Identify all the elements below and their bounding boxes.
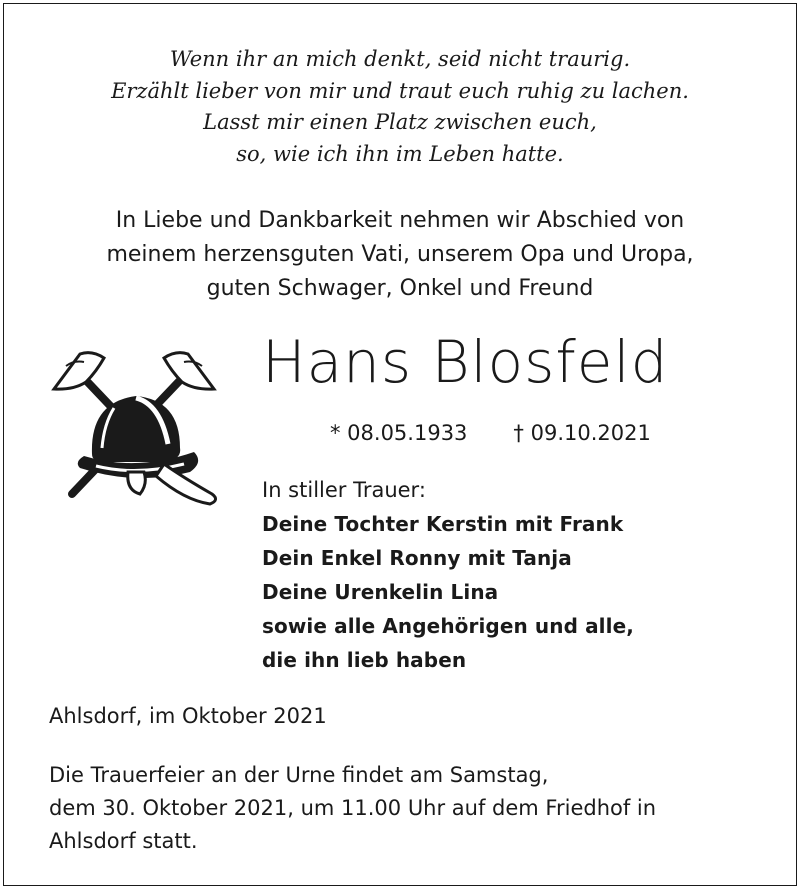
intro-line: In Liebe und Dankbarkeit nehmen wir Abschied von [115, 208, 685, 233]
birth-date: * 08.05.1933 [330, 421, 468, 445]
mourner-line: Deine Tochter Kerstin mit Frank [262, 512, 624, 536]
death-date: † 09.10.2021 [513, 421, 651, 445]
deceased-name: Hans Blosfeld [262, 328, 669, 396]
mourners-block [262, 474, 634, 677]
mourner-line: Deine Urenkelin Lina [262, 580, 499, 604]
obituary-notice [3, 3, 797, 886]
verse-line: so, wie ich ihn im Leben hatte. [236, 141, 564, 166]
service-line: dem 30. Oktober 2021, um 11.00 Uhr auf dem Friedhof in [49, 796, 657, 820]
service-line: Ahlsdorf statt. [49, 829, 198, 853]
mourner-line: Dein Enkel Ronny mit Tanja [262, 546, 572, 570]
mourning-lead: In stiller Trauer: [262, 478, 426, 502]
mourner-line: sowie alle Angehörigen und alle, [262, 614, 634, 638]
service-line: Die Trauerfeier an der Urne findet am Samstag, [49, 763, 549, 787]
intro-line: guten Schwager, Onkel und Freund [206, 276, 594, 301]
verse-line: Wenn ihr an mich denkt, seid nicht traurig. [169, 47, 631, 71]
intro-line: meinem herzensguten Vati, unserem Opa und Uropa, [106, 242, 694, 267]
funeral-service-info [49, 759, 656, 858]
place-date: Ahlsdorf, im Oktober 2021 [49, 704, 327, 728]
memorial-verse [4, 44, 796, 170]
mourner-line: die ihn lieb haben [262, 648, 467, 672]
verse-line: Erzählt lieber von mir und traut euch ruhig zu lachen. [111, 78, 689, 103]
farewell-intro [4, 204, 796, 306]
verse-line: Lasst mir einen Platz zwischen euch, [203, 110, 597, 134]
life-dates [330, 418, 651, 448]
firefighter-helmet-crossed-axes-icon [44, 344, 224, 509]
